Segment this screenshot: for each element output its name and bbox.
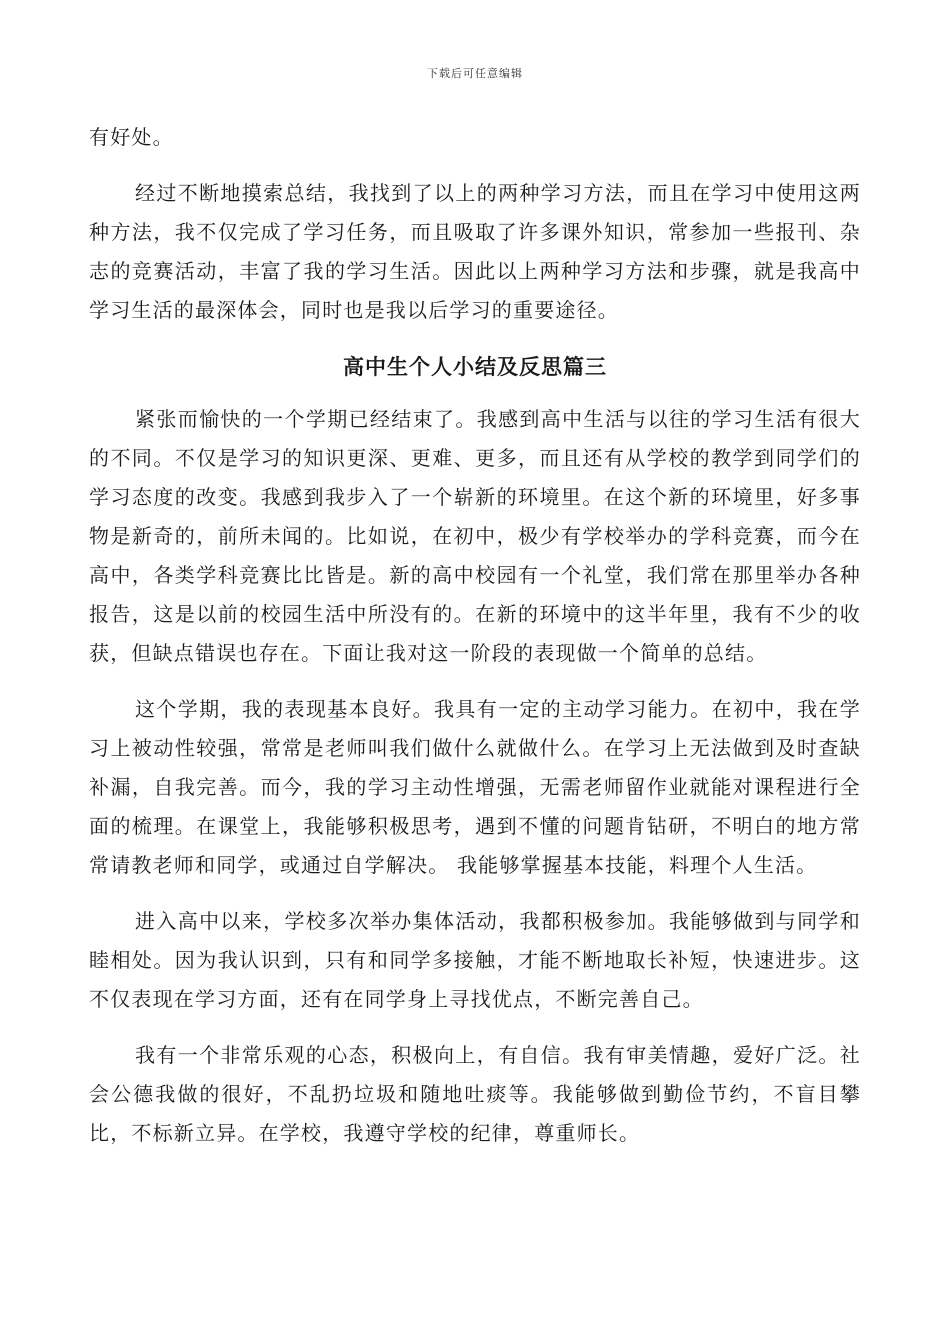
paragraph-semester-intro: 紧张而愉快的一个学期已经结束了。我感到高中生活与以往的学习生活有很大的不同。不仅是学习的知识更深、更难、更多，而且还有从学校的教学到同学们的学习态度的改变。我感到我步入了一个崭新的环境里。在这个新的环境里，好多事物是新奇的，前所未闻的。比如说，在初中，极少有学校举办的学科竞赛，而今在高中，各类学科竞赛比比皆是。新的高中校园有一个礼堂，我们常在那里举办各种报告，这是以前的校园生活中所没有的。在新的环境中的这半年里，我有不少的收获，但缺点错误也存在。下面让我对这一阶段的表现做一个简单的总结。: [89, 407, 861, 665]
paragraph-study-method-summary: 经过不断地摸索总结，我找到了以上的两种学习方法，而且在学习中使用这两种方法，我不仅完成了学习任务，而且吸取了许多课外知识，常参加一些报刊、杂志的竞赛活动，丰富了我的学习生活。因此以上两种学习方法和步骤，就是我高中学习生活的最深体会，同时也是我以后学习的重要途径。: [89, 181, 861, 322]
paragraph-attitude: 我有一个非常乐观的心态，积极向上，有自信。我有审美情趣，爱好广泛。社会公德我做的很好，不乱扔垃圾和随地吐痰等。我能够做到勤俭节约，不盲目攀比，不标新立异。在学校，我遵守学校的纪律，尊重师长。: [89, 1043, 861, 1145]
document-body: [89, 118, 861, 1170]
section-title: 高中生个人小结及反思篇三: [343, 354, 607, 379]
paragraph-continuation: 有好处。: [89, 125, 174, 149]
paragraph-collective-activities: 进入高中以来，学校多次举办集体活动，我都积极参加。我能够做到与同学和睦相处。因为我认识到，只有和同学多接触，才能不断地取长补短，快速进步。这不仅表现在学习方面，还有在同学身上寻找优点，不断完善自己。: [89, 909, 861, 1011]
header-note: 下载后可任意编辑: [427, 67, 523, 80]
paragraph-study-performance: 这个学期，我的表现基本良好。我具有一定的主动学习能力。在初中，我在学习上被动性较强，常常是老师叫我们做什么就做什么。在学习上无法做到及时查缺补漏，自我完善。而今，我的学习主动性增强，无需老师留作业就能对课程进行全面的梳理。在课堂上，我能够积极思考，遇到不懂的问题肯钻研，不明白的地方常常请教老师和同学，或通过自学解决。 我能够掌握基本技能，料理个人生活。: [89, 697, 861, 877]
